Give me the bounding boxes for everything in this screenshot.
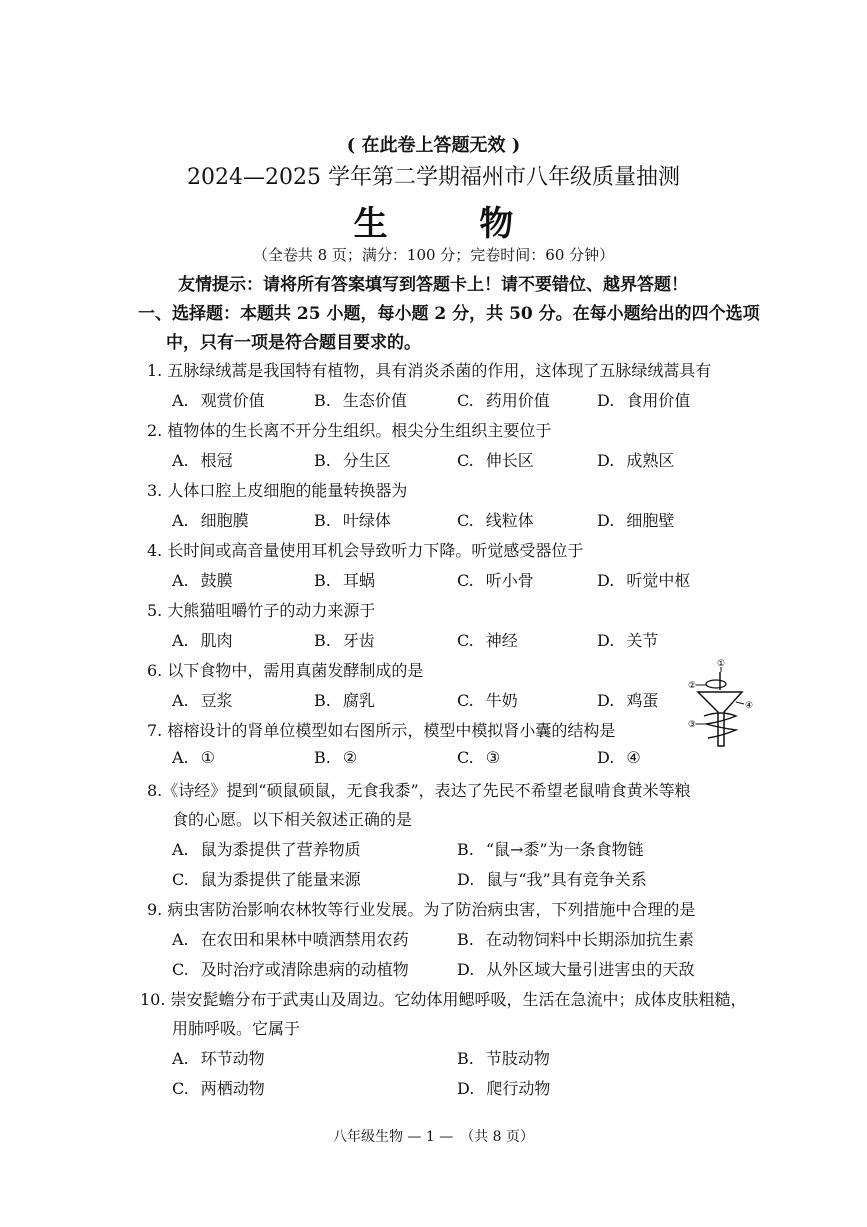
option-a: A. 在农田和果林中喷洒禁用农药 [172,930,409,949]
option-d: D. 从外区域大量引进害虫的天敌 [457,960,695,979]
option-b: B. “鼠→黍”为一条食物链 [457,840,644,859]
question-stem: 1. 五脉绿绒蒿是我国特有植物，具有消炎杀菌的作用，这体现了五脉绿绒蒿具有 [147,361,712,380]
figure-coil [704,713,736,738]
option-b: B. ② [314,748,358,767]
option-c: C. 听小骨 [457,571,534,590]
option-c: C. 及时治疗或清除患病的动植物 [172,960,409,979]
option-d: D. 鼠与“我”具有竞争关系 [457,870,647,889]
option-d: D. ④ [597,748,641,767]
question-stem: 2. 植物体的生长离不开分生组织。根尖分生组织主要位于 [147,421,552,440]
figure-label-3: ③ [688,720,697,730]
option-a: A. 观赏价值 [172,391,265,410]
figure-funnel [698,692,742,746]
question-stem: 6. 以下食物中，需用真菌发酵制成的是 [147,661,424,680]
option-c: C. 两栖动物 [172,1079,265,1098]
option-b: B. 在动物饲料中长期添加抗生素 [457,930,694,949]
figure-label-1: ① [716,659,726,669]
option-d: D. 爬行动物 [457,1079,551,1098]
option-a: A. 鼠为黍提供了营养物质 [172,840,361,859]
question-stem: 10. 崇安髭蟾分布于武夷山及周边。它幼体用鳃呼吸，生活在急流中；成体皮肤粗糙， [140,990,747,1009]
option-a: A. 环节动物 [172,1049,265,1068]
option-c: C. 神经 [457,631,518,650]
figure-glomerulus [706,680,726,688]
option-b: B. 耳蜗 [314,571,375,590]
question-stem: 4. 长时间或高音量使用耳机会导致听力下降。听觉感受器位于 [147,541,584,560]
option-d: D. 细胞壁 [597,511,675,530]
option-c: C. ③ [457,748,501,767]
question-stem-continued: 用肺呼吸。它属于 [172,1019,301,1038]
reminder: 友情提示：请将所有答案填写到答题卡上！请不要错位、越界答题！ [178,275,688,295]
option-c: C. 鼠为黍提供了能量来源 [172,870,361,889]
subject-title: 生 物 [353,204,554,244]
question-stem: 9. 病虫害防治影响农林牧等行业发展。为了防治病虫害，下列措施中合理的是 [147,900,696,919]
page-footer: 八年级生物 — 1 — （共 8 页） [332,1129,535,1145]
question-stem: 3. 人体口腔上皮细胞的能量转换器为 [147,481,408,500]
option-a: A. 豆浆 [172,691,233,710]
question-stem-continued: 食的心愿。以下相关叙述正确的是 [172,810,413,829]
option-d: D. 成熟区 [597,451,675,470]
option-a: A. 肌肉 [172,631,233,650]
option-a: A. 细胞膜 [172,511,249,530]
figure-label-2: ② [688,681,697,691]
nephron-model-figure [688,658,758,756]
option-a: A. 鼓膜 [172,571,233,590]
option-d: D. 食用价值 [597,391,691,410]
section-heading-line2: 中，只有一项是符合题目要求的。 [166,333,421,353]
exam-info: （全卷共 8 页；满分：100 分；完卷时间：60 分钟） [252,246,615,264]
option-b: B. 叶绿体 [314,511,391,530]
option-c: C. 线粒体 [457,511,534,530]
exam-title: 2024—2025 学年第二学期福州市八年级质量抽测 [187,165,680,190]
option-d: D. 关节 [597,631,659,650]
option-b: B. 牙齿 [314,631,375,650]
question-stem: 7. 榕榕设计的肾单位模型如右图所示，模型中模拟肾小囊的结构是 [147,721,616,740]
option-c: C. 牛奶 [457,691,518,710]
option-b: B. 生态价值 [314,391,407,410]
option-d: D. 鸡蛋 [597,691,659,710]
section-heading-line1: 一、选择题：本题共 25 小题，每小题 2 分，共 50 分。在每小题给出的四个选项 [138,304,760,324]
option-b: B. 腐乳 [314,691,375,710]
question-stem: 5. 大熊猫咀嚼竹子的动力来源于 [147,601,376,620]
figure-label-4: ④ [744,701,754,711]
figure-leader [736,702,744,704]
option-b: B. 分生区 [314,451,391,470]
exam-note: ( 在此卷上答题无效 ) [346,135,521,156]
option-b: B. 节肢动物 [457,1049,550,1068]
question-stem: 8.《诗经》提到“硕鼠硕鼠，无食我黍”，表达了先民不希望老鼠啃食黄米等粮 [147,781,691,800]
option-a: A. 根冠 [172,451,233,470]
option-a: A. ① [172,748,215,767]
option-c: C. 药用价值 [457,391,550,410]
option-d: D. 听觉中枢 [597,571,691,590]
option-c: C. 伸长区 [457,451,534,470]
